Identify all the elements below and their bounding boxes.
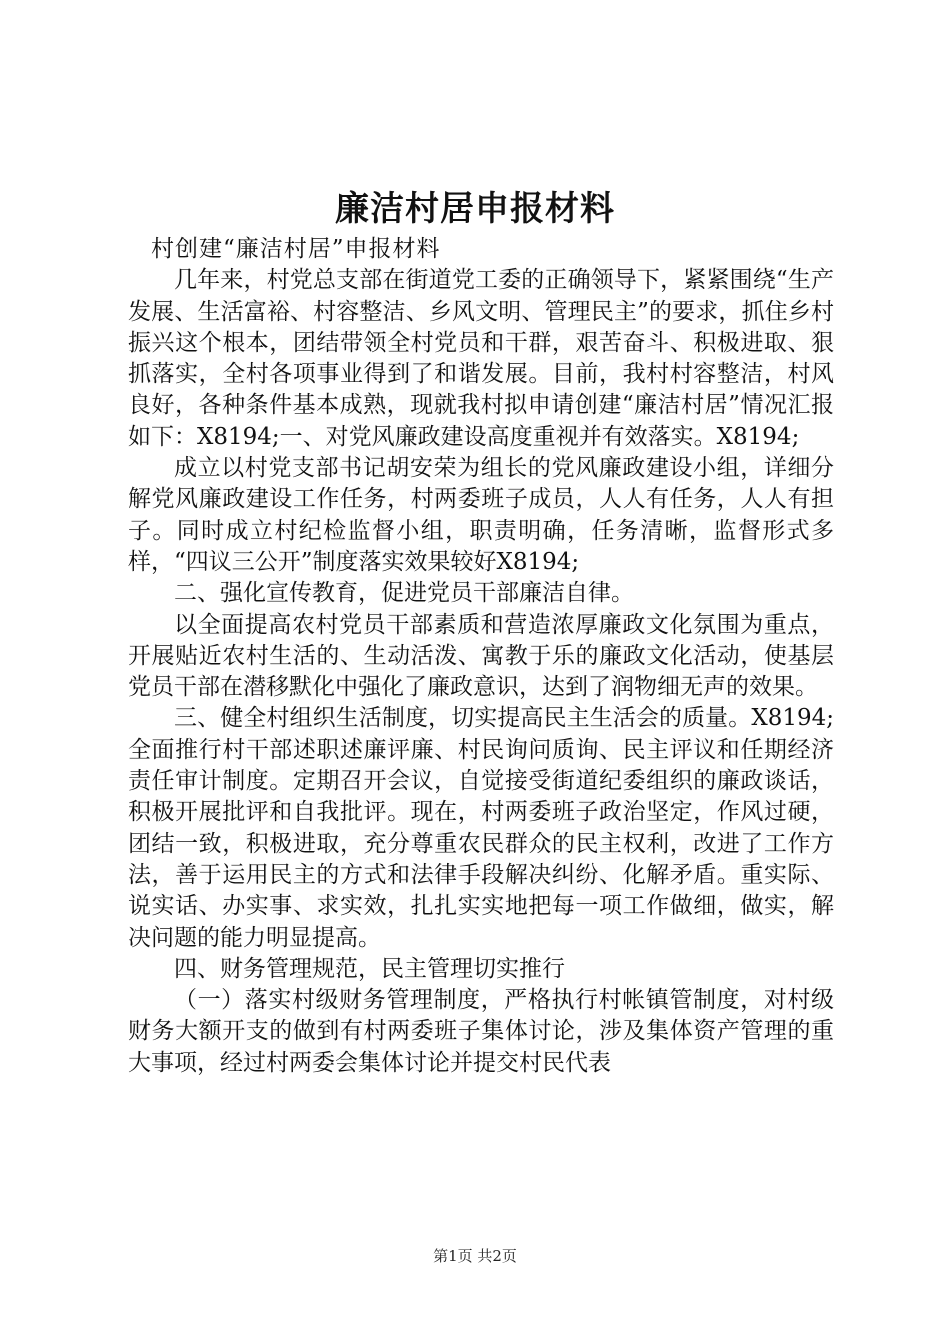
paragraph-section-4-item-1: （一）落实村级财务管理制度，严格执行村帐镇管制度，对村级财务大额开支的做到有村两委班子集体讨论，涉及集体资产管理的重大事项，经过村两委会集体讨论并提交村民代表 — [128, 987, 834, 1076]
paragraph-section-1-detail: 成立以村党支部书记胡安荣为组长的党风廉政建设小组，详细分解党风廉政建设工作任务，村两委班子成员，人人有任务，人人有担子。同时成立村纪检监督小组，职责明确，任务清晰，监督形式多样，“四议三公开”制度落实效果较好X8194; — [128, 455, 834, 575]
page-number-footer: 第1页 共2页 — [433, 1247, 517, 1265]
document-title: 廉洁村居申报材料 — [335, 189, 615, 229]
paragraph-section-3: 三、健全村组织生活制度，切实提高民主生活会的质量。X8194;全面推行村干部述职述廉评廉、村民询问质询、民主评议和任期经济责任审计制度。定期召开会议，自觉接受街道纪委组织的廉政谈话，积极开展批评和自我批评。现在，村两委班子政治坚定，作风过硬，团结一致，积极进取，充分尊重农民群众的民主权利，改进了工作方法，善于运用民主的方式和法律手段解决纠纷、化解矛盾。重实际、说实话、办实事、求实效，扎扎实实地把每一项工作做细，做实，解决问题的能力明显提高。 — [128, 705, 834, 951]
document-subtitle: 村创建“廉洁村居”申报材料 — [151, 236, 441, 262]
paragraph-section-4-heading: 四、财务管理规范，民主管理切实推行 — [174, 955, 565, 982]
paragraph-section-2-detail: 以全面提高农村党员干部素质和营造浓厚廉政文化氛围为重点，开展贴近农村生活的、生动活泼、寓教于乐的廉政文化活动，使基层党员干部在潜移默化中强化了廉政意识，达到了润物细无声的效果。 — [128, 611, 834, 701]
document-body — [128, 234, 834, 1079]
paragraph-section-2-heading: 二、强化宣传教育，促进党员干部廉洁自律。 — [174, 580, 634, 607]
paragraph-intro: 几年来，村党总支部在街道党工委的正确领导下，紧紧围绕“生产发展、生活富裕、村容整洁、乡风文明、管理民主”的要求，抓住乡村振兴这个根本，团结带领全村党员和干群，艰苦奋斗、积极进取、狠抓落实，全村各项事业得到了和谐发展。目前，我村村容整洁，村风良好，各种条件基本成熟，现就我村拟申请创建“廉洁村居”情况汇报如下：X8194;一、对党风廉政建设高度重视并有效落实。X8194; — [128, 267, 834, 450]
